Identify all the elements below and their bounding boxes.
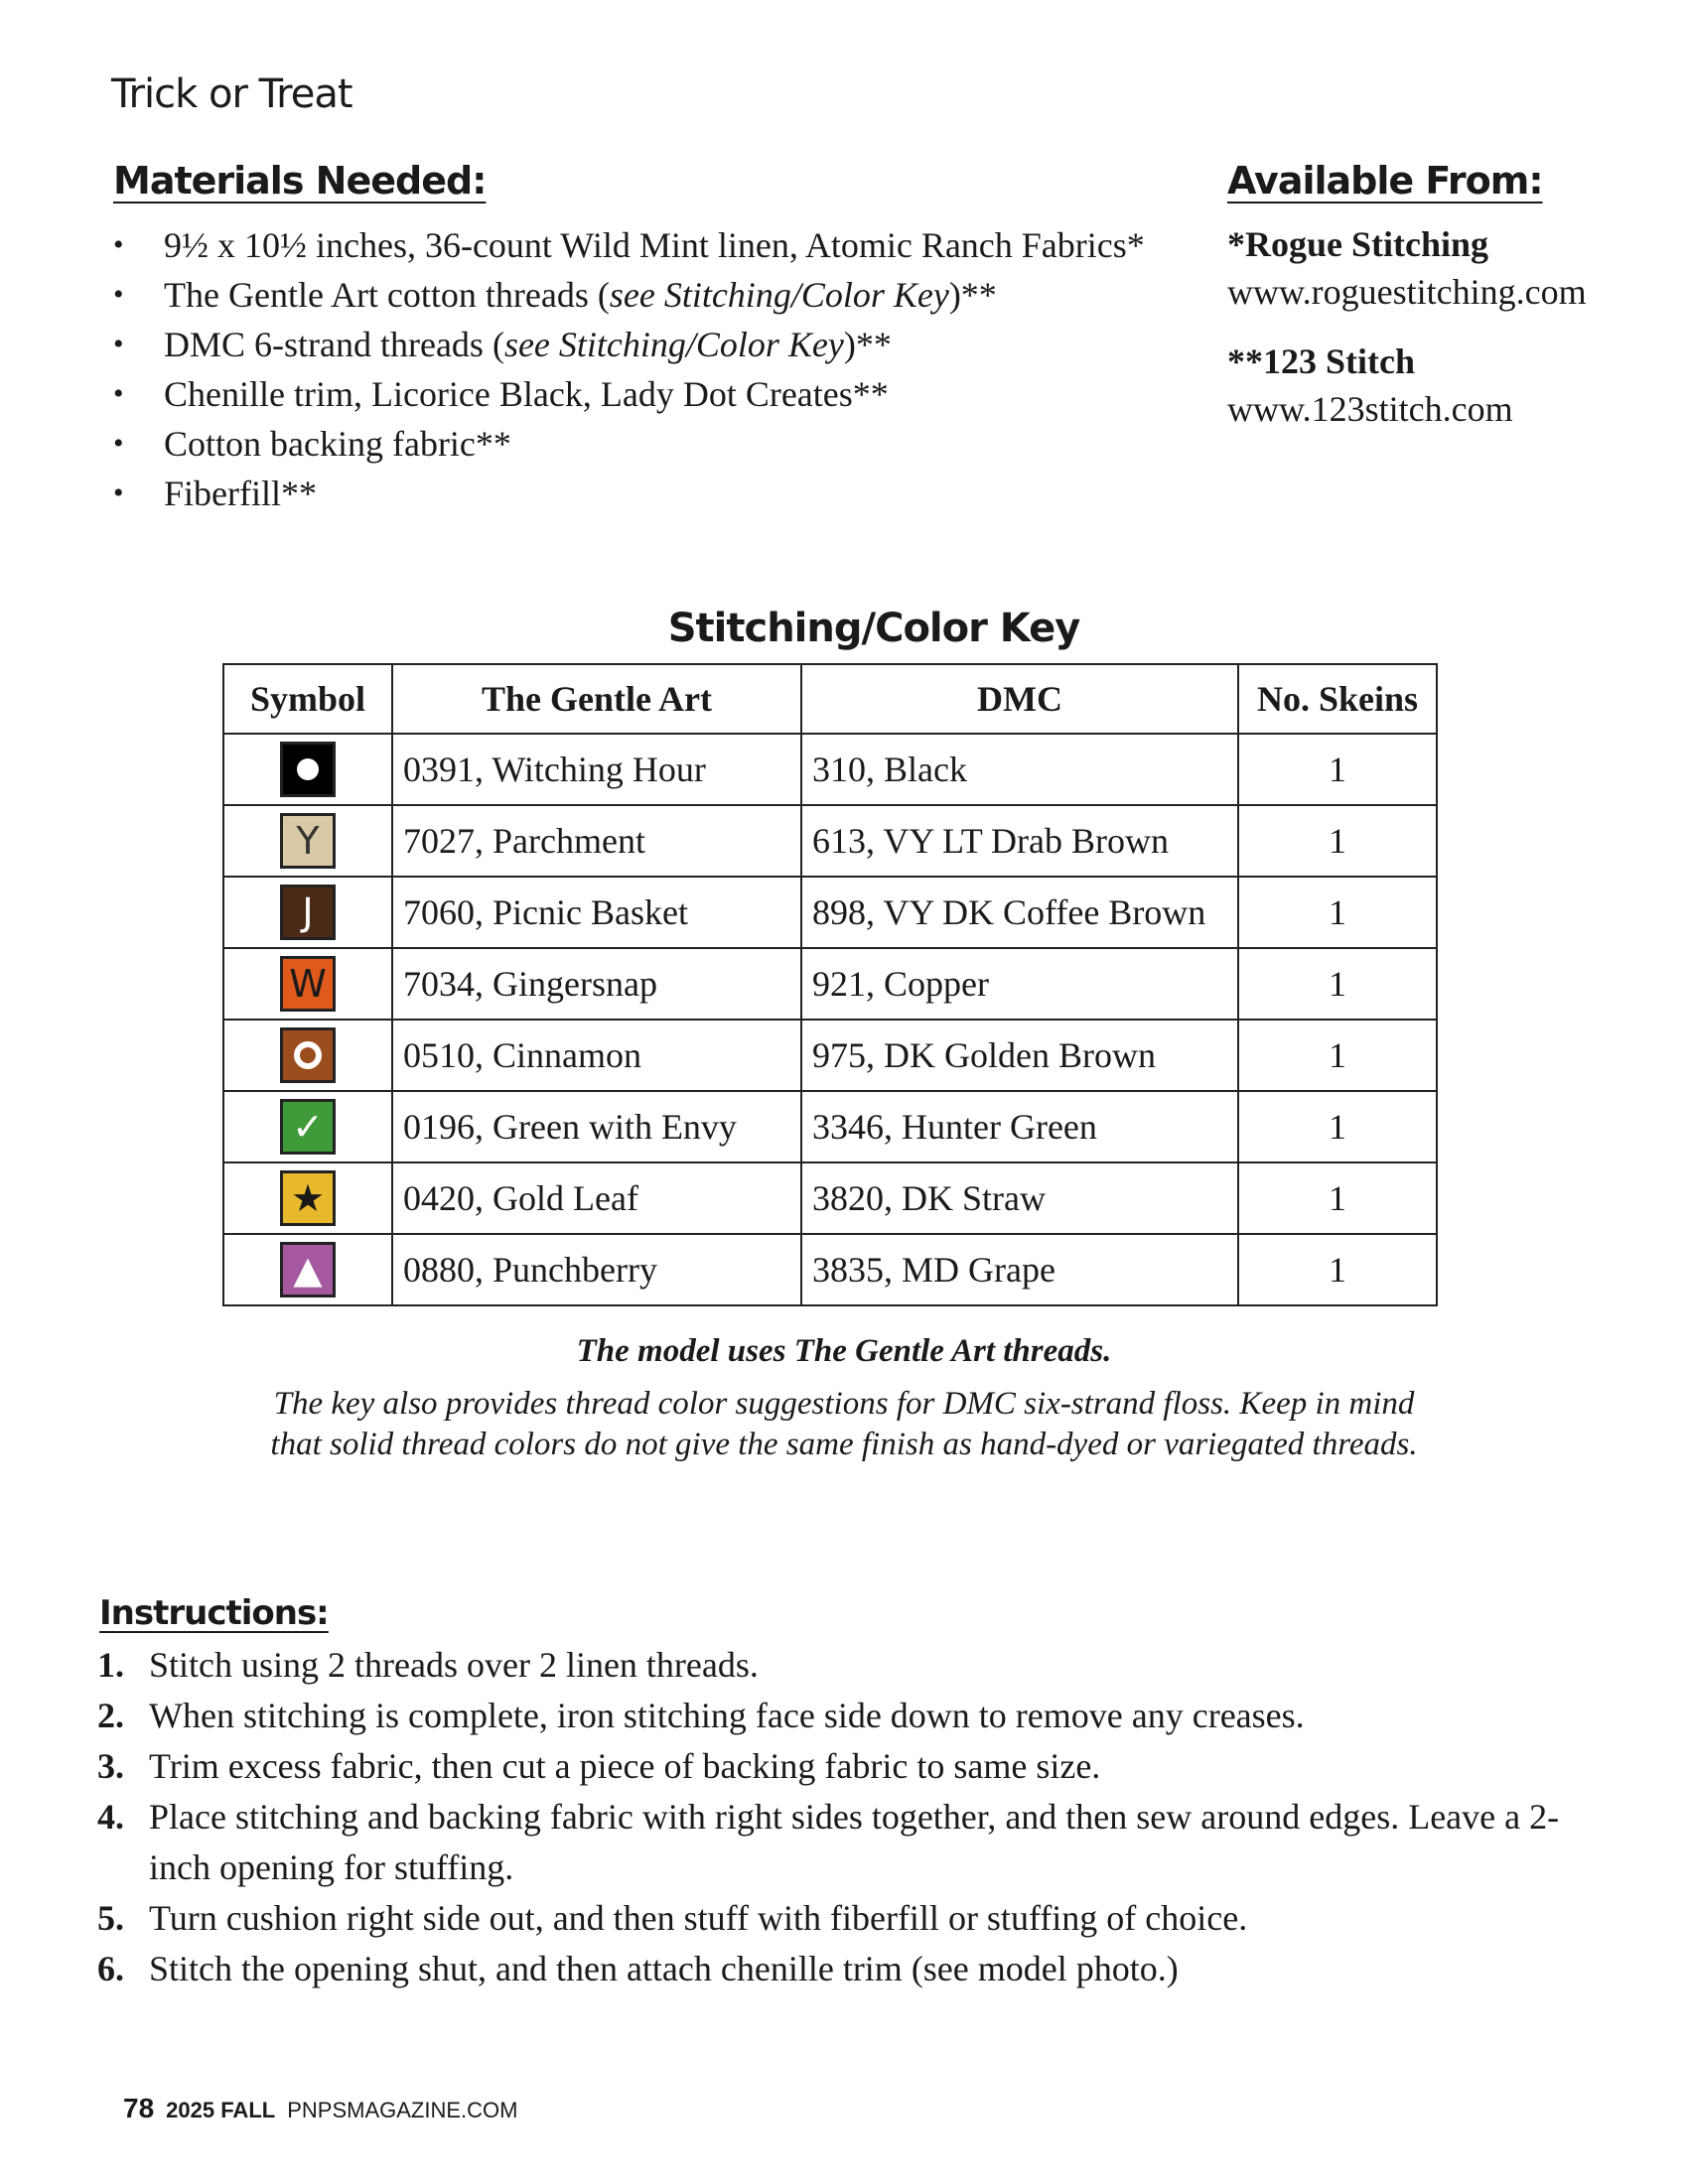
column-header-gentle-art: The Gentle Art — [392, 664, 801, 734]
table-row — [223, 734, 1437, 805]
list-item: • DMC 6-strand threads (see Stitching/Color Key)** — [111, 320, 1154, 369]
letter-y-icon: Y — [280, 813, 336, 869]
vendor-url[interactable]: www.roguestitching.com — [1227, 272, 1587, 312]
skeins-cell: 1 — [1238, 805, 1437, 877]
skeins-cell: 1 — [1238, 1162, 1437, 1234]
skeins-cell: 1 — [1238, 948, 1437, 1020]
issue-label: 2025 FALL — [166, 2098, 276, 2122]
materials-heading: Materials Needed: — [113, 159, 487, 203]
instruction-step: 5. Turn cushion right side out, and then stuff with fiberfill or stuffing of choice. — [97, 1898, 1248, 1938]
list-item: • The Gentle Art cotton threads (see Stitching/Color Key)** — [111, 270, 1154, 320]
skeins-cell: 1 — [1238, 1091, 1437, 1162]
skeins-cell: 1 — [1238, 1020, 1437, 1091]
instruction-step: 2. When stitching is complete, iron stitching face side down to remove any creases. — [97, 1696, 1305, 1735]
color-key-table — [222, 663, 1438, 1306]
key-note-line: The key also provides thread color suggestions for DMC six-strand floss. Keep in mind — [273, 1386, 1415, 1422]
instruction-step: 4. Place stitching and backing fabric with right sides together, and then sew around edges. Leave a 2-inch opening for stuffing. — [97, 1797, 1560, 1887]
gentle-art-cell: 0391, Witching Hour — [392, 734, 801, 805]
letter-w-icon: W — [280, 956, 336, 1012]
instruction-step: 6. Stitch the opening shut, and then attach chenille trim (see model photo.) — [97, 1949, 1179, 1988]
table-row — [223, 877, 1437, 948]
list-item: • Chenille trim, Licorice Black, Lady Dot Creates** — [111, 369, 1154, 419]
dmc-cell: 3835, MD Grape — [801, 1234, 1238, 1305]
gentle-art-cell: 7027, Parchment — [392, 805, 801, 877]
page-title: Trick or Treat — [111, 71, 352, 117]
letter-j-icon: J — [280, 885, 336, 940]
dmc-cell: 3346, Hunter Green — [801, 1091, 1238, 1162]
table-row — [223, 1234, 1437, 1305]
dot-icon — [280, 742, 336, 797]
list-item: • Fiberfill** — [111, 469, 1154, 518]
table-row — [223, 948, 1437, 1020]
dmc-cell: 921, Copper — [801, 948, 1238, 1020]
instructions-list — [97, 1640, 1587, 1994]
checkmark-icon: ✓ — [280, 1099, 336, 1155]
gentle-art-cell: 7060, Picnic Basket — [392, 877, 801, 948]
star-icon: ★ — [280, 1170, 336, 1226]
key-note-line: that solid thread colors do not give the same finish as hand-dyed or variegated threads. — [270, 1427, 1418, 1462]
gentle-art-cell: 0196, Green with Envy — [392, 1091, 801, 1162]
dmc-cell: 613, VY LT Drab Brown — [801, 805, 1238, 877]
site-label: PNPSMAGAZINE.COM — [287, 2098, 518, 2122]
table-header-row — [223, 664, 1437, 734]
materials-list — [111, 220, 1154, 518]
column-header-skeins: No. Skeins — [1238, 664, 1437, 734]
gentle-art-cell: 0880, Punchberry — [392, 1234, 801, 1305]
gentle-art-cell: 0510, Cinnamon — [392, 1020, 801, 1091]
page-number: 78 — [123, 2093, 155, 2123]
table-row — [223, 1162, 1437, 1234]
vendor-123-stitch — [1227, 338, 1513, 433]
column-header-symbol: Symbol — [223, 664, 392, 734]
ring-icon — [280, 1027, 336, 1083]
vendor-name: *Rogue Stitching — [1227, 224, 1489, 264]
vendor-rogue-stitching — [1227, 220, 1587, 316]
skeins-cell: 1 — [1238, 1234, 1437, 1305]
list-item: • Cotton backing fabric** — [111, 419, 1154, 469]
key-note-bold: The model uses The Gentle Art threads. — [576, 1333, 1112, 1369]
page-footer — [123, 2093, 517, 2124]
table-row — [223, 805, 1437, 877]
instruction-step: 3. Trim excess fabric, then cut a piece of backing fabric to same size. — [97, 1746, 1101, 1786]
skeins-cell: 1 — [1238, 877, 1437, 948]
available-from-heading: Available From: — [1227, 159, 1543, 203]
triangle-icon: ▲ — [280, 1242, 336, 1297]
dmc-cell: 310, Black — [801, 734, 1238, 805]
instruction-step: 1. Stitch using 2 threads over 2 linen threads. — [97, 1645, 759, 1685]
column-header-dmc: DMC — [801, 664, 1238, 734]
gentle-art-cell: 0420, Gold Leaf — [392, 1162, 801, 1234]
instructions-heading: Instructions: — [99, 1593, 329, 1633]
color-key-heading: Stitching/Color Key — [667, 606, 1080, 651]
dmc-cell: 975, DK Golden Brown — [801, 1020, 1238, 1091]
table-row — [223, 1020, 1437, 1091]
dmc-cell: 898, VY DK Coffee Brown — [801, 877, 1238, 948]
dmc-cell: 3820, DK Straw — [801, 1162, 1238, 1234]
skeins-cell: 1 — [1238, 734, 1437, 805]
ring-glyph — [294, 1041, 322, 1069]
gentle-art-cell: 7034, Gingersnap — [392, 948, 801, 1020]
list-item: • 9½ x 10½ inches, 36-count Wild Mint linen, Atomic Ranch Fabrics* — [111, 220, 1154, 270]
vendor-name: **123 Stitch — [1227, 341, 1415, 381]
dot-glyph — [297, 758, 319, 780]
vendor-url[interactable]: www.123stitch.com — [1227, 389, 1513, 429]
table-row — [223, 1091, 1437, 1162]
